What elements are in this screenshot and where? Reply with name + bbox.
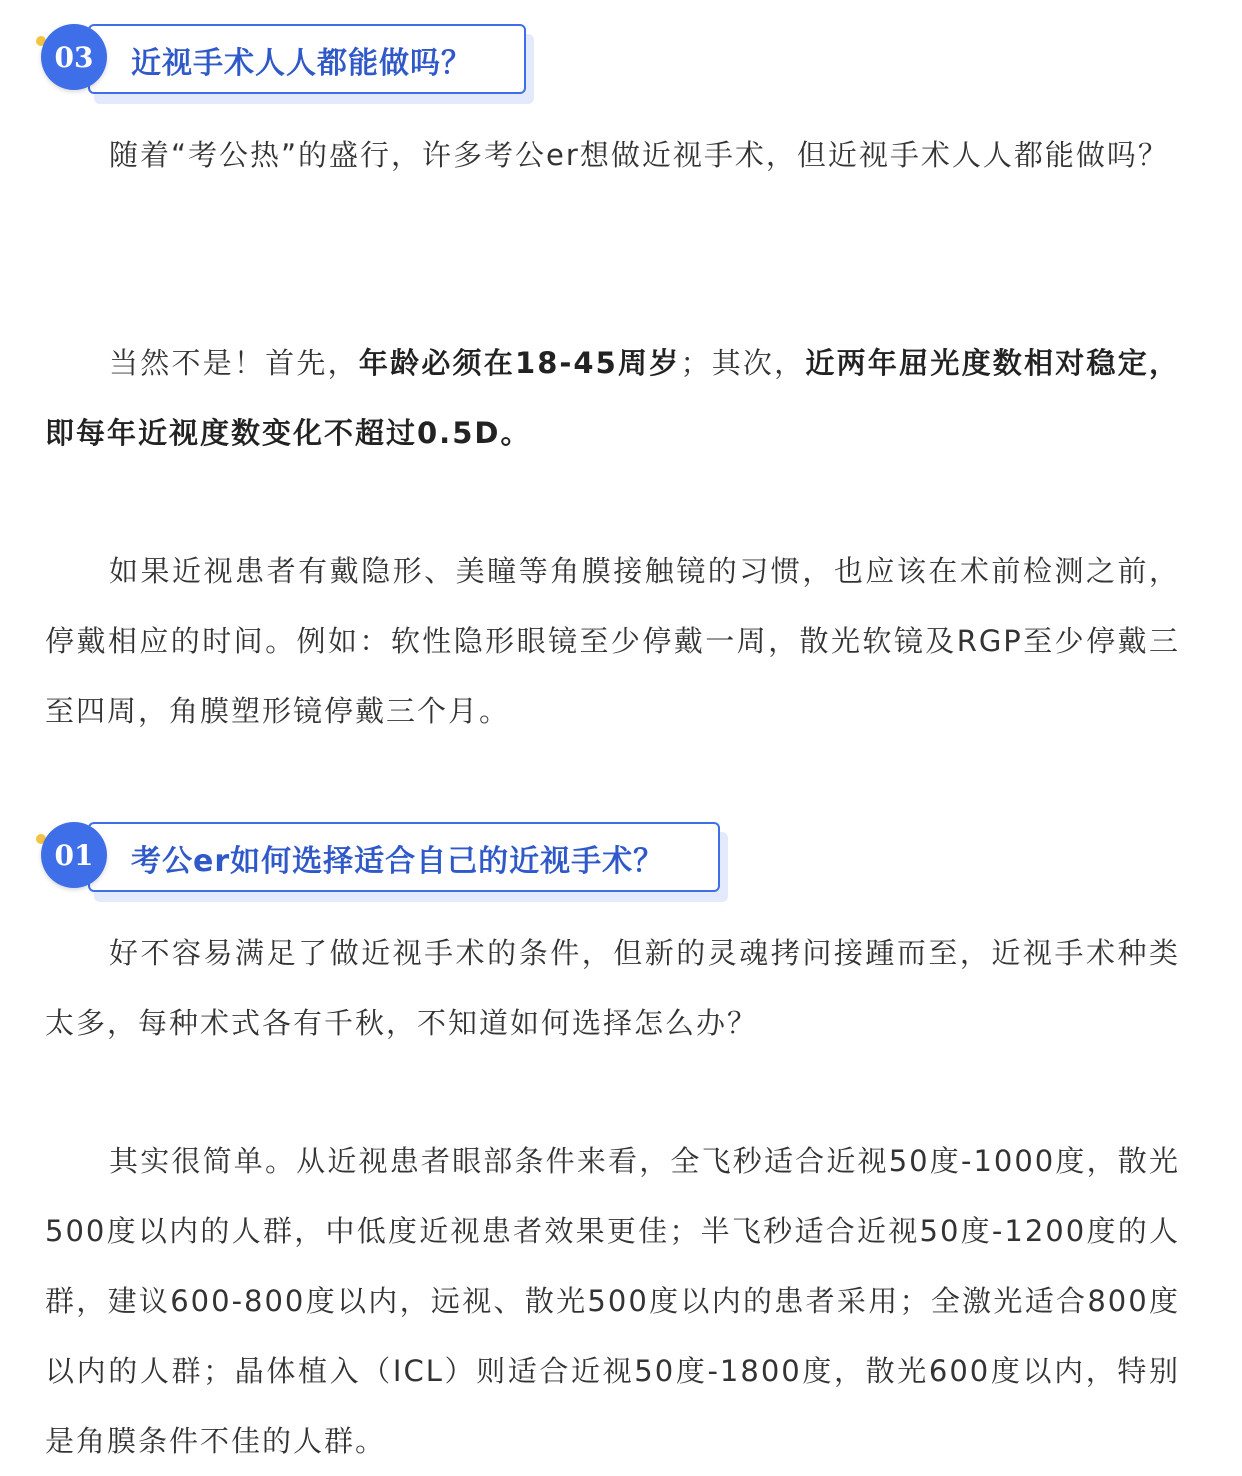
paragraph-choice-intro: 好不容易满足了做近视手术的条件，但新的灵魂拷问接踵而至，近视手术种类太多，每种术式各有千秋，不知道如何选择怎么办？ — [45, 936, 1180, 1040]
paragraph-surgery-types: 其实很简单。从近视患者眼部条件来看，全飞秒适合近视50度-1000度，散光500度以内的人群，中低度近视患者效果更佳；半飞秒适合近视50度-1200度的人群，建议600-800度以内，远视、散光500度以内的患者采用；全激光适合800度以内的人群；晶体植入（ICL）则适合近视50度-1800度，散光600度以内，特别是角膜条件不佳的人群。 — [45, 1144, 1180, 1458]
section-title: 考公er如何选择适合自己的近视手术？ — [131, 844, 665, 879]
paragraph-intro: 随着“考公热”的盛行，许多考公er想做近视手术，但近视手术人人都能做吗？ — [109, 138, 1169, 172]
section-number-badge: 01 — [41, 822, 107, 888]
section-title: 近视手术人人都能做吗？ — [131, 46, 472, 81]
age-requirement: 年龄必须在18-45周岁 — [358, 346, 681, 380]
section-number-badge: 03 — [41, 24, 107, 90]
stability-requirement: 近两年屈光度数相对稳定，即每年近视度数变化不超过0.5D。 — [45, 346, 1180, 450]
paragraph-conditions: 当然不是！首先，年龄必须在18-45周岁；其次，近两年屈光度数相对稳定，即每年近视度数变化不超过0.5D。 — [45, 346, 1180, 450]
paragraph-contact-lens: 如果近视患者有戴隐形、美瞳等角膜接触镜的习惯，也应该在术前检测之前，停戴相应的时间。例如：软性隐形眼镜至少停戴一周，散光软镜及RGP至少停戴三至四周，角膜塑形镜停戴三个月。 — [45, 554, 1180, 728]
